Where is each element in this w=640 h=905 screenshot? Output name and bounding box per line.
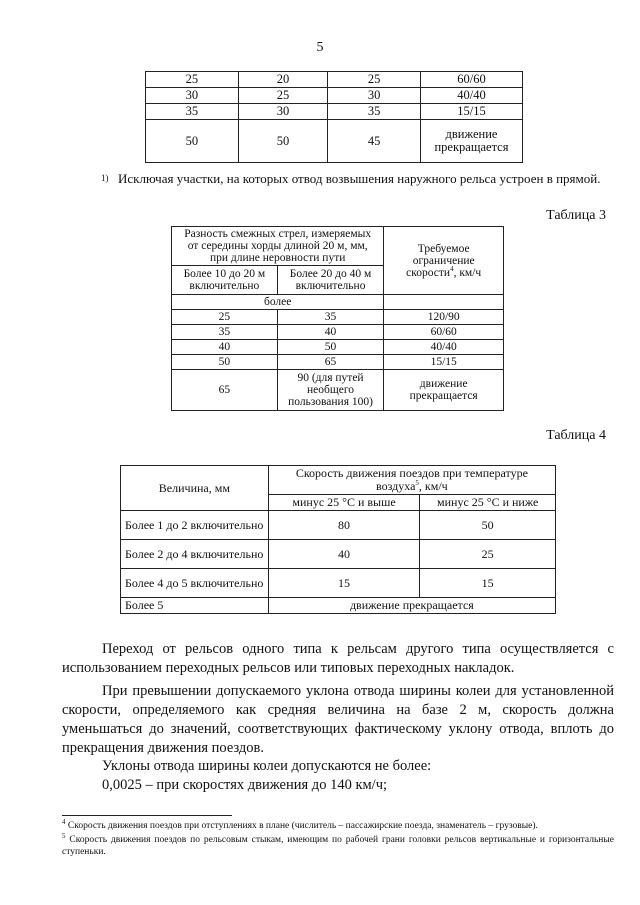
footnote-marker: 4 [62,817,66,826]
table-cell: 15 [268,569,420,598]
table-cell: 25 [420,540,556,569]
footnote-marker: 1) [101,173,109,183]
table-row [121,598,556,614]
table-cell: Более 2 до 4 включительно [121,540,269,569]
table-cell: движение прекращается [420,120,522,163]
table-cell: 25 [172,310,278,325]
table-cell: 40/40 [420,88,522,104]
paragraph: При превышении допускаемого уклона отвода ширины колеи для установленной скорости, определяемого как средняя величина на базе 2 м, скорость должна уменьшаться до значений, соответствующих фактическому уклону отвода, вплоть до прекращения движения поездов. [62,683,614,756]
table-cell: 50 [172,355,278,370]
table-subheader: Более 20 до 40 м включительно [277,266,384,295]
table-row [172,370,504,411]
footnote-ref: 5 [415,479,419,487]
footnote-marker: 5 [62,831,66,840]
table-cell: 40/40 [384,340,504,355]
table-cell: 50 [146,120,239,163]
table-cell: 15 [420,569,556,598]
table-header: Величина, мм [121,466,269,511]
table-row [146,120,523,163]
table-row [172,355,504,370]
table-cell: движение прекращается [268,598,555,614]
table-cell: 65 [172,370,278,411]
table-subheader: минус 25 °С и ниже [420,495,556,511]
paragraph: Переход от рельсов одного типа к рельсам другого типа осуществляется с использованием переходных рельсов или типовых переходных накладок. [62,641,614,676]
table-header: Разность смежных стрел, измеряемых от середины хорды длиной 20 м, мм, при длине неровности пути [172,227,384,266]
speed-table-continuation [145,71,523,163]
table-cell: 65 [277,355,384,370]
table3-caption: Таблица 3 [546,208,606,223]
table-row [121,540,556,569]
footnote-text: Скорость движения поездов по рельсовым стыкам, имеющим по рабочей грани головки рельсов вертикальные и горизонтальные ступеньки. [62,835,614,857]
table-row [172,340,504,355]
table-cell: 15/15 [420,104,522,120]
table-cell: 120/90 [384,310,504,325]
table-row [146,104,523,120]
table-cell: 60/60 [384,325,504,340]
table-cell: 35 [328,104,421,120]
table-cell: 30 [328,88,421,104]
table-row [172,310,504,325]
table-cell: движение прекращается [384,370,504,411]
paragraph: Уклоны отвода ширины колеи допускаются не более: [102,758,432,774]
table-header-row [172,227,504,266]
table-cell [384,295,504,310]
table-cell: 50 [277,340,384,355]
table-cell: 15/15 [384,355,504,370]
header-unit: , км/ч [453,266,482,279]
table-cell: 25 [328,72,421,88]
footnote-text: Исключая участки, на которых отвод возвышения наружного рельса устроен в прямой. [118,171,601,186]
table-cell: 50 [238,120,328,163]
paragraph: 0,0025 – при скоростях движения до 140 км/ч; [102,777,388,793]
table-cell: Более 1 до 2 включительно [121,511,269,540]
table-cell: 35 [146,104,239,120]
header-text: Скорость движения поездов при температуре воздуха [295,466,528,493]
table-cell: 45 [328,120,421,163]
table-header-speed [384,227,504,295]
table-cell: 25 [238,88,328,104]
table-subheader: минус 25 °С и выше [268,495,420,511]
footnote-ref: 4 [450,264,454,273]
table-header-row [121,466,556,495]
table-cell: 25 [146,72,239,88]
rail-joint-table [120,465,556,614]
table-row [121,569,556,598]
table-cell: 60/60 [420,72,522,88]
table-cell: 35 [172,325,278,340]
table-row [121,511,556,540]
table-subheader: Более 10 до 20 м включительно [172,266,278,295]
table-cell: 40 [172,340,278,355]
header-text: Требуемое ограничение скорости [406,242,475,279]
table-cell: 20 [238,72,328,88]
table-cell: 50 [420,511,556,540]
header-unit: , км/ч [418,479,448,493]
table-cell: 40 [268,540,420,569]
footnote-separator [62,815,232,816]
footnote [62,831,614,858]
footnote [62,817,614,832]
table-row [146,72,523,88]
footnote-text: Скорость движения поездов при отступлениях в плане (числитель – пассажирские поезда, знаменатель – грузовые). [65,821,538,831]
table-row [172,325,504,340]
table-header-speed [268,466,555,495]
table-row [172,295,504,310]
table-cell: 30 [146,88,239,104]
table-row [146,88,523,104]
page-number: 5 [316,40,324,55]
table4-caption: Таблица 4 [546,428,606,443]
table-cell: Более 5 [121,598,269,614]
table-cell: 35 [277,310,384,325]
curve-deviation-table [171,226,504,411]
table-cell: Более 4 до 5 включительно [121,569,269,598]
table-cell: более [172,295,384,310]
table-cell: 40 [277,325,384,340]
table-cell: 30 [238,104,328,120]
table-cell: 90 (для путей необщего пользования 100) [277,370,384,411]
table-cell: 80 [268,511,420,540]
